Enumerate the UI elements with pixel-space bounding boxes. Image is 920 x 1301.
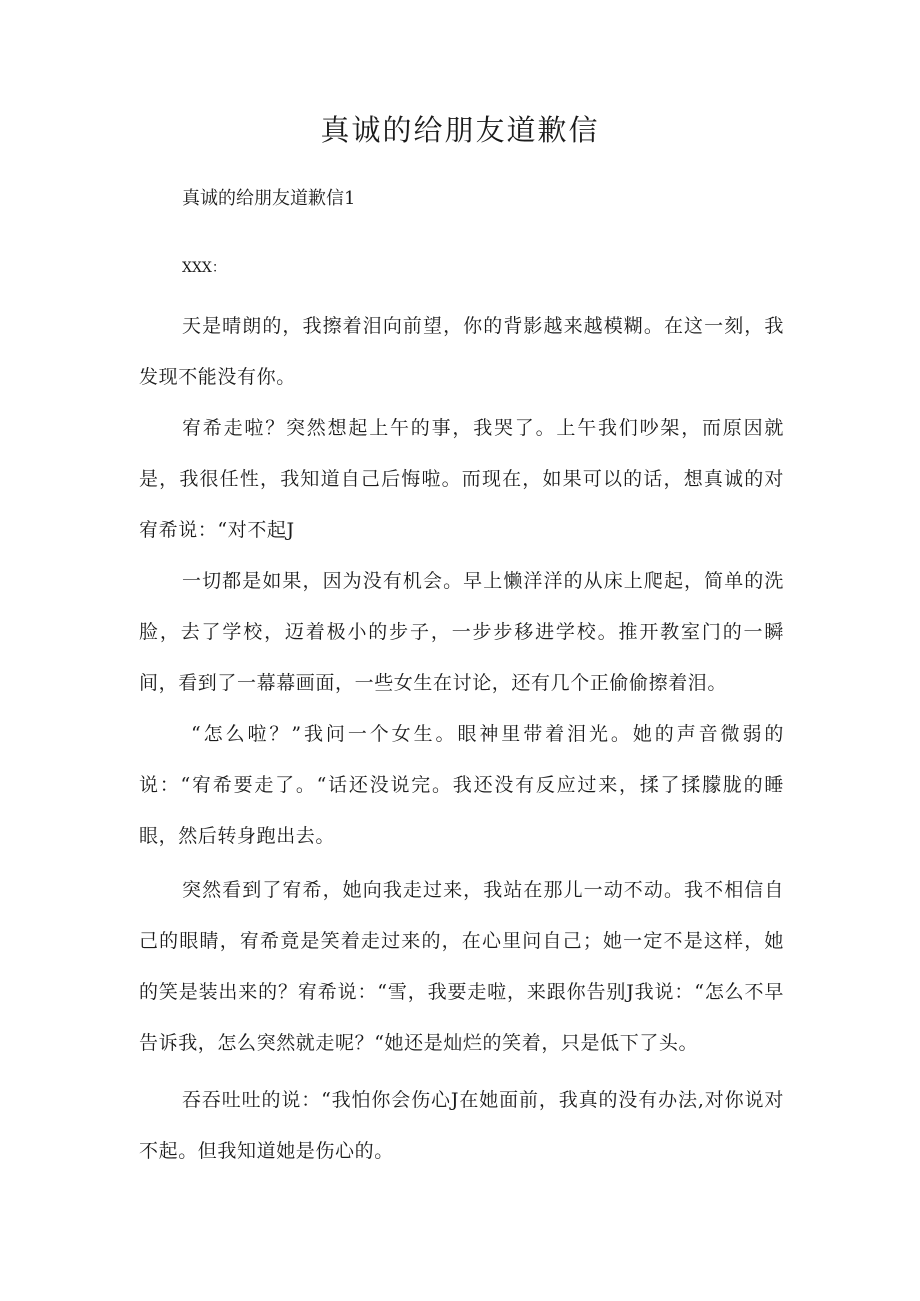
paragraph-4: “怎么啦？”我问一个女生。眼神里带着泪光。她的声音微弱的说：“宥希要走了。“话还没说完。我还没有反应过来，揉了揉朦胧的睡眼，然后转身跑出去。 (139, 723, 784, 847)
salutation: XXX： (182, 260, 226, 276)
paragraph-3: 一切都是如果，因为没有机会。早上懒洋洋的从床上爬起，简单的洗脸，去了学校，迈着极小的步子，一步步移进学校。推开教室门的一瞬间，看到了一幕幕画面，一些女生在讨论，还有几个正偷偷擦着泪。 (139, 570, 784, 694)
paragraph-5: 突然看到了宥希，她向我走过来，我站在那儿一动不动。我不相信自己的眼睛，宥希竟是笑着走过来的，在心里问自己；她一定不是这样，她的笑是装出来的？宥希说：“雪，我要走啦，来跟你告别J我说：“怎么不早告诉我，怎么突然就走呢？“她还是灿烂的笑着，只是低下了头。 (139, 879, 784, 1054)
document-subtitle: 真诚的给朋友道歉信1 (182, 188, 356, 209)
paragraph-6: 吞吞吐吐的说：“我怕你会伤心J在她面前，我真的没有办法,对你说对不起。但我知道她是伤心的。 (139, 1089, 784, 1162)
document-title: 真诚的给朋友道歉信 (320, 113, 600, 147)
paragraph-2: 宥希走啦？突然想起上午的事，我哭了。上午我们吵架，而原因就是，我很任性，我知道自己后悔啦。而现在，如果可以的话，想真诚的对宥希说：“对不起J (139, 417, 784, 541)
paragraph-1: 天是晴朗的，我擦着泪向前望，你的背影越来越模糊。在这一刻，我发现不能没有你。 (139, 315, 784, 388)
